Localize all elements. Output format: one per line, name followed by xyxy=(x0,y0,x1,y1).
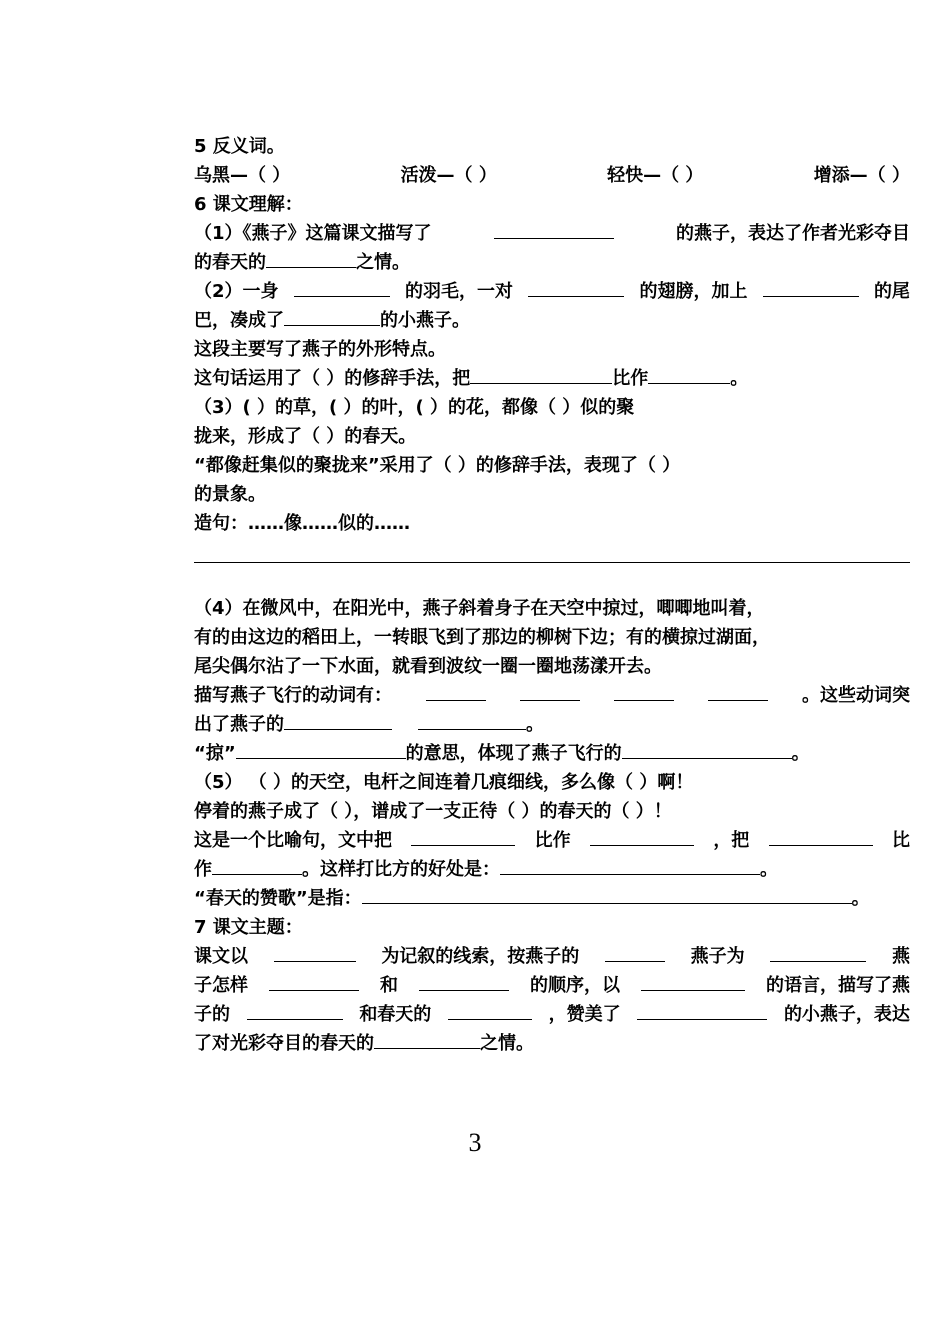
q4-line-2: 有的由这边的稻田上，一转眼飞到了那边的柳树下边；有的横掠过湖面， xyxy=(194,627,770,648)
q2-line-1 xyxy=(194,277,910,306)
theme-text-e: 子怎样 xyxy=(194,975,248,996)
theme-text-m: 了对光彩夺目的春天的 xyxy=(194,1033,374,1054)
blank[interactable] xyxy=(426,682,486,701)
blank[interactable] xyxy=(374,1030,480,1049)
q2-text-f: 的小燕子。 xyxy=(380,310,470,331)
blank[interactable] xyxy=(247,1001,343,1020)
q4-line-3: 尾尖偶尔沾了一下水面，就看到波纹一圈一圈地荡漾开去。 xyxy=(194,656,662,677)
q5-line-5 xyxy=(194,884,910,913)
q2-text-a: （2）一身 xyxy=(194,281,279,302)
theme-text-c: 燕子为 xyxy=(690,946,745,967)
q5-text-g: 。 xyxy=(760,859,778,880)
blank[interactable] xyxy=(500,856,760,875)
q4-text-d: 。 xyxy=(526,714,544,735)
blank[interactable] xyxy=(274,943,356,962)
page-number: 3 xyxy=(468,1128,482,1157)
blank[interactable] xyxy=(266,249,356,268)
q5-text-d: 比 xyxy=(891,830,910,851)
q5-text-f: 。这样打比方的好处是： xyxy=(302,859,500,880)
antonym-row xyxy=(194,161,910,190)
q5-line-4 xyxy=(194,855,910,884)
blank[interactable] xyxy=(648,365,730,384)
blank[interactable] xyxy=(770,943,866,962)
theme-text-a: 课文以 xyxy=(194,946,248,967)
q4-text-a: 描写燕子飞行的动词有： xyxy=(194,685,392,706)
q4-line-6 xyxy=(194,739,910,768)
q5-text-a: 这是一个比喻句，文中把 xyxy=(194,830,392,851)
q2-line-3: 这段主要写了燕子的外形特点。 xyxy=(194,339,446,360)
q1-line-2 xyxy=(194,248,910,277)
q2-text-d: 的尾 xyxy=(873,281,910,302)
blank[interactable] xyxy=(212,856,302,875)
blank[interactable] xyxy=(448,1001,532,1020)
q4-text-g: 。 xyxy=(791,743,810,764)
antonym-huopo: 活泼—（ ） xyxy=(400,165,497,186)
blank[interactable] xyxy=(590,827,694,846)
q2-text-e: 巴，凑成了 xyxy=(194,310,284,331)
blank[interactable] xyxy=(763,278,859,297)
q4-text-e: “掠” xyxy=(194,743,236,764)
q3-line-3: “都像赶集似的聚拢来”采用了（ ）的修辞手法，表现了（ ） xyxy=(194,455,681,476)
blank[interactable] xyxy=(769,827,873,846)
blank[interactable] xyxy=(236,740,406,759)
blank[interactable] xyxy=(362,885,852,904)
theme-text-l: 的小燕子，表达 xyxy=(783,1004,910,1025)
antonym-wuhei: 乌黑—（ ） xyxy=(194,165,291,186)
answer-line[interactable] xyxy=(194,562,910,563)
blank[interactable] xyxy=(520,682,580,701)
blank[interactable] xyxy=(284,307,380,326)
q1-text-b: 的燕子，表达了作者光彩夺目 xyxy=(676,223,910,244)
q5-line-2: 停着的燕子成了（ ），谱成了一支正待（ ）的春天的（ ）！ xyxy=(194,801,672,822)
q3-line-4: 的景象。 xyxy=(194,484,266,505)
q5-line-3 xyxy=(194,826,910,855)
antonym-zengtian: 增添—（ ） xyxy=(813,165,910,186)
blank[interactable] xyxy=(269,972,359,991)
theme-text-h: 的语言，描写了燕 xyxy=(766,975,910,996)
blank[interactable] xyxy=(622,740,792,759)
theme-line-3 xyxy=(194,1000,910,1029)
q2-text-g: 这句话运用了（ ）的修辞手法，把 xyxy=(194,368,471,389)
blank[interactable] xyxy=(411,827,515,846)
blank[interactable] xyxy=(294,278,390,297)
blank[interactable] xyxy=(470,365,612,384)
q5-text-h: “春天的赞歌”是指： xyxy=(194,888,362,909)
theme-text-g: 的顺序，以 xyxy=(530,975,620,996)
q1-line-1 xyxy=(194,219,910,248)
theme-text-b: 为记叙的线索，按燕子的 xyxy=(381,946,580,967)
q5-text-i: 。 xyxy=(851,888,870,909)
theme-line-4 xyxy=(194,1029,910,1058)
q2-text-b: 的羽毛，一对 xyxy=(405,281,513,302)
q4-text-f: 的意思，体现了燕子飞行的 xyxy=(405,743,622,764)
blank[interactable] xyxy=(528,278,624,297)
theme-text-k: ，赞美了 xyxy=(548,1004,621,1025)
section-6-heading: 6 课文理解： xyxy=(194,194,303,215)
q2-text-h: 比作 xyxy=(612,368,649,389)
q4-text-c: 出了燕子的 xyxy=(194,714,284,735)
q1-text-d: 之情。 xyxy=(356,252,410,273)
theme-text-j: 和春天的 xyxy=(359,1004,432,1025)
blank[interactable] xyxy=(637,1001,767,1020)
section-5-heading: 5 反义词。 xyxy=(194,136,285,157)
q4-line-4 xyxy=(194,681,910,710)
q2-text-c: 的翅膀，加上 xyxy=(639,281,748,302)
q1-text-a: （1）《燕子》这篇课文描写了 xyxy=(194,223,432,244)
q4-line-1: （4）在微风中，在阳光中，燕子斜着身子在天空中掠过，唧唧地叫着， xyxy=(194,598,765,619)
theme-line-2 xyxy=(194,971,910,1000)
q5-text-e: 作 xyxy=(194,859,212,880)
q2-line-2 xyxy=(194,306,910,335)
q3-line-1: （3）( ）的草，( ）的叶，( ）的花，都像（ ）似的聚 xyxy=(194,397,635,418)
blank[interactable] xyxy=(284,711,392,730)
blank[interactable] xyxy=(641,972,745,991)
theme-text-i: 子的 xyxy=(194,1004,230,1025)
theme-text-f: 和 xyxy=(380,975,398,996)
q2-text-i: 。 xyxy=(730,368,749,389)
sentence-making: 造句：……像……似的…… xyxy=(194,513,410,534)
antonym-qingkuai: 轻快—（ ） xyxy=(607,165,704,186)
q3-line-2: 拢来，形成了（ ）的春天。 xyxy=(194,426,417,447)
blank[interactable] xyxy=(708,682,768,701)
blank[interactable] xyxy=(418,711,526,730)
blank[interactable] xyxy=(419,972,509,991)
q1-text-c: 的春天的 xyxy=(194,252,266,273)
theme-text-d: 燕 xyxy=(891,946,910,967)
q5-line-1: （5） （ ）的天空，电杆之间连着几痕细线，多么像（ ）啊！ xyxy=(194,772,694,793)
theme-line-1 xyxy=(194,942,910,971)
q4-text-b: 。这些动词突 xyxy=(802,685,910,706)
blank[interactable] xyxy=(605,943,665,962)
q4-line-5 xyxy=(194,710,910,739)
q5-text-c: ，把 xyxy=(713,830,750,851)
blank[interactable] xyxy=(614,682,674,701)
q5-text-b: 比作 xyxy=(534,830,571,851)
theme-text-n: 之情。 xyxy=(480,1033,534,1054)
section-7-heading: 7 课文主题： xyxy=(194,917,303,938)
q2-line-4 xyxy=(194,364,910,393)
blank[interactable] xyxy=(494,220,614,239)
